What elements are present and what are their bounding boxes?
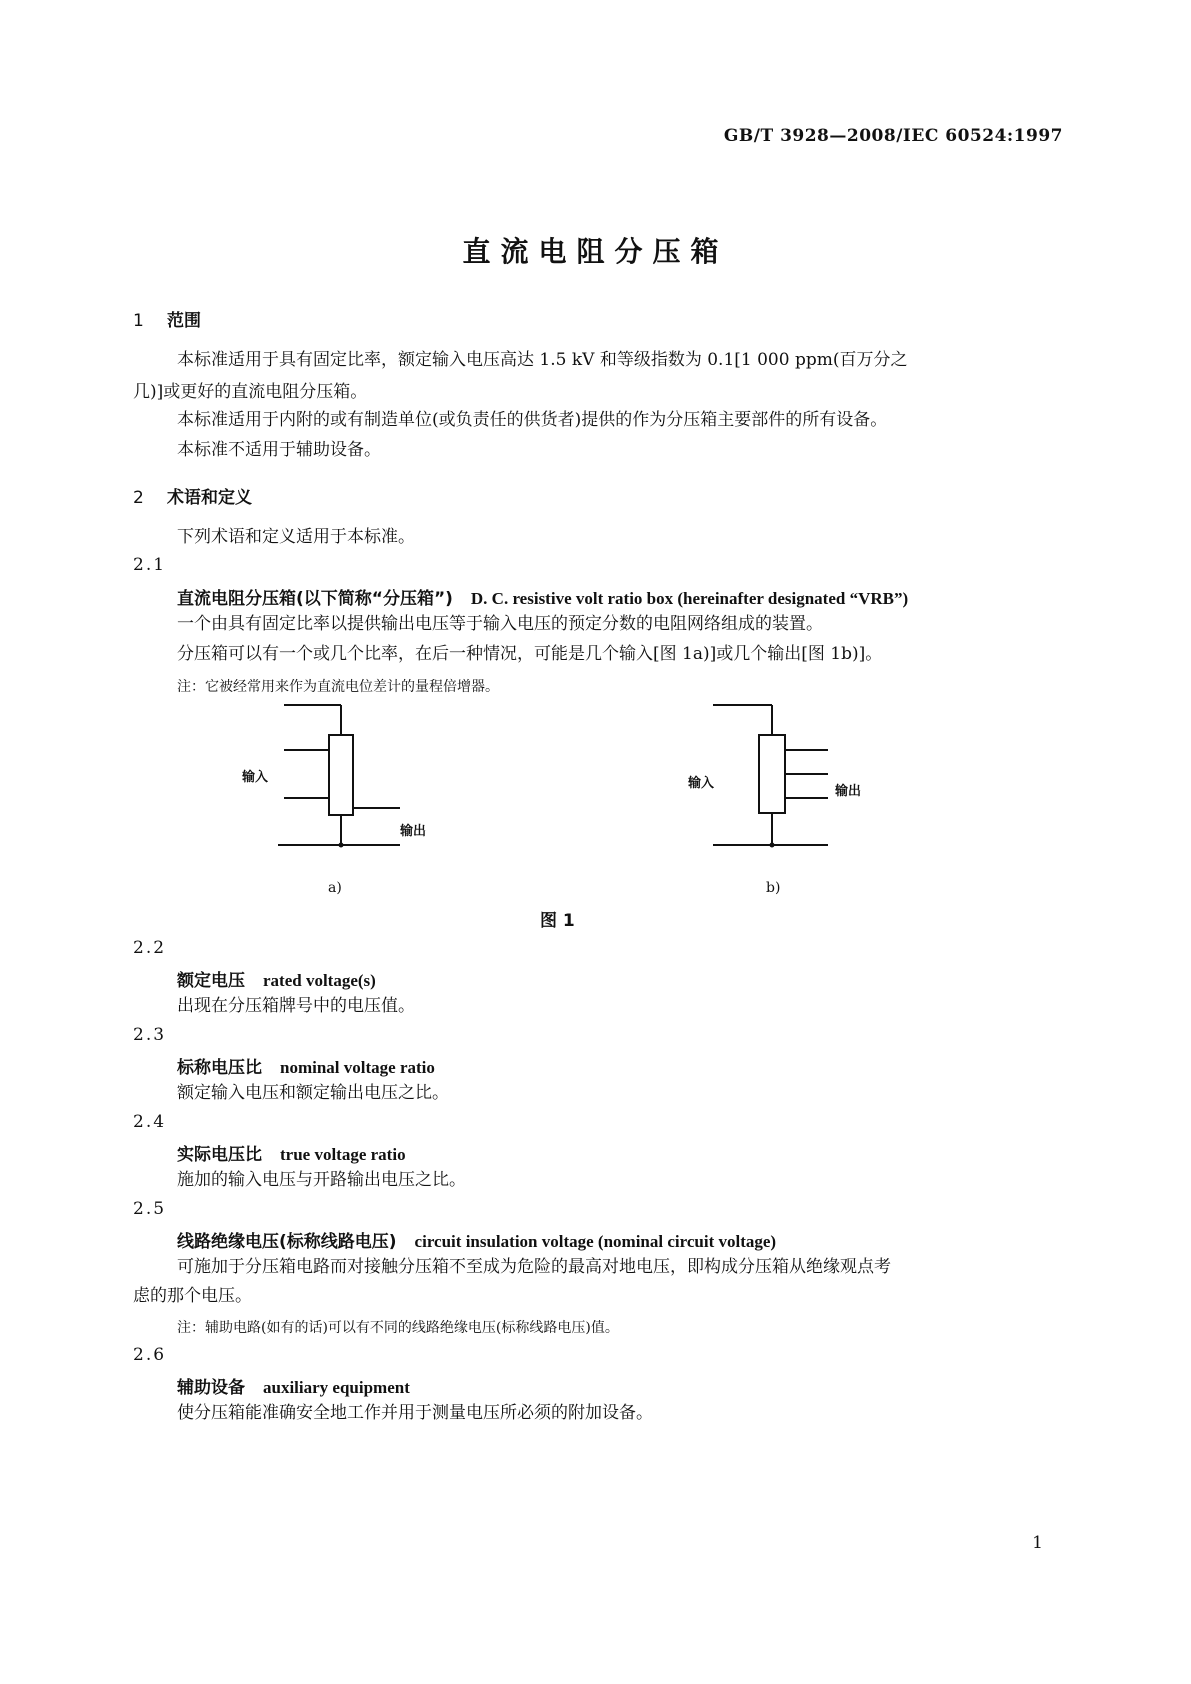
term-definition: 一个由具有固定比率以提供输出电压等于输入电压的预定分数的电阻网络组成的装置。: [177, 614, 823, 634]
junction-dot: [770, 843, 775, 848]
figure-1b-sublabel: b): [766, 880, 781, 896]
term-definition-continued: 虑的那个电压。: [133, 1286, 252, 1306]
term-zh: 辅助设备: [177, 1378, 245, 1398]
term-definition: 出现在分压箱牌号中的电压值。: [177, 996, 415, 1016]
scope-para-1-line-2: 几)]或更好的直流电阻分压箱。: [133, 382, 368, 402]
page-number: 1: [1032, 1533, 1043, 1553]
term-definition: 可施加于分压箱电路而对接触分压箱不至成为危险的最高对地电压，即构成分压箱从绝缘观点考: [177, 1257, 891, 1277]
scope-para-3: 本标准不适用于辅助设备。: [177, 440, 381, 460]
term-en: rated voltage(s): [263, 971, 376, 990]
term-heading: [177, 1140, 406, 1165]
term-definition: 额定输入电压和额定输出电压之比。: [177, 1083, 449, 1103]
clause-number: 2.1: [133, 555, 167, 575]
term-zh: 实际电压比: [177, 1145, 262, 1165]
term-definition: 分压箱可以有一个或几个比率，在后一种情况，可能是几个输入[图 1a)]或几个输出[图 1b)]。: [177, 644, 883, 664]
term-zh: 线路绝缘电压(标称线路电压): [177, 1232, 397, 1252]
term-en: D. C. resistive volt ratio box (hereinafter designated “VRB”): [470, 589, 909, 608]
term-zh: 直流电阻分压箱(以下简称“分压箱”): [177, 589, 453, 609]
term-note: 注：辅助电路(如有的话)可以有不同的线路绝缘电压(标称线路电压)值。: [177, 1320, 619, 1336]
resistor: [329, 735, 353, 815]
document-title: 直流电阻分压箱: [462, 235, 729, 268]
term-en: circuit insulation voltage (nominal circuit voltage): [414, 1232, 777, 1251]
figure-1b-input-label: 输入: [688, 776, 715, 791]
term-definition: 使分压箱能准确安全地工作并用于测量电压所必须的附加设备。: [177, 1403, 653, 1423]
section-title: 范围: [167, 311, 201, 331]
terms-intro: 下列术语和定义适用于本标准。: [177, 527, 415, 547]
figure-1a-sublabel: a): [328, 880, 342, 896]
figure-1b-circuit: [713, 705, 828, 845]
section-title: 术语和定义: [167, 488, 252, 508]
scope-para-2: 本标准适用于内附的或有制造单位(或负责任的供货者)提供的作为分压箱主要部件的所有设备。: [177, 410, 888, 430]
term-note: 注：它被经常用来作为直流电位差计的量程倍增器。: [177, 679, 499, 695]
term-definition: 施加的输入电压与开路输出电压之比。: [177, 1170, 466, 1190]
figure-caption: 图 1: [540, 911, 575, 931]
term-zh: 额定电压: [177, 971, 245, 991]
figure-1b-output-label: 输出: [835, 784, 862, 799]
term-en: auxiliary equipment: [263, 1378, 410, 1397]
term-heading: [177, 966, 376, 991]
standard-code: GB/T 3928—2008/IEC 60524:1997: [723, 126, 1063, 146]
figure-1a-circuit: [278, 705, 400, 845]
scope-para-1-line-1: 本标准适用于具有固定比率，额定输入电压高达 1.5 kV 和等级指数为 0.1[1 000 ppm(百万分之: [177, 350, 908, 370]
clause-number: 2.5: [133, 1199, 167, 1219]
term-zh: 标称电压比: [177, 1058, 262, 1078]
term-heading: [177, 1373, 410, 1398]
junction-dot: [339, 843, 344, 848]
term-en: true voltage ratio: [280, 1145, 406, 1164]
clause-number: 2.4: [133, 1112, 167, 1132]
clause-number: 2.6: [133, 1345, 167, 1365]
resistor: [759, 735, 785, 813]
section-number: 1: [133, 311, 144, 331]
figure-1a-input-label: 输入: [242, 770, 269, 785]
clause-number: 2.2: [133, 938, 167, 958]
term-heading: [177, 1227, 776, 1252]
term-en: nominal voltage ratio: [280, 1058, 435, 1077]
figure-1a-output-label: 输出: [400, 824, 427, 839]
term-heading: [177, 1053, 435, 1078]
section-number: 2: [133, 488, 144, 508]
clause-number: 2.3: [133, 1025, 167, 1045]
